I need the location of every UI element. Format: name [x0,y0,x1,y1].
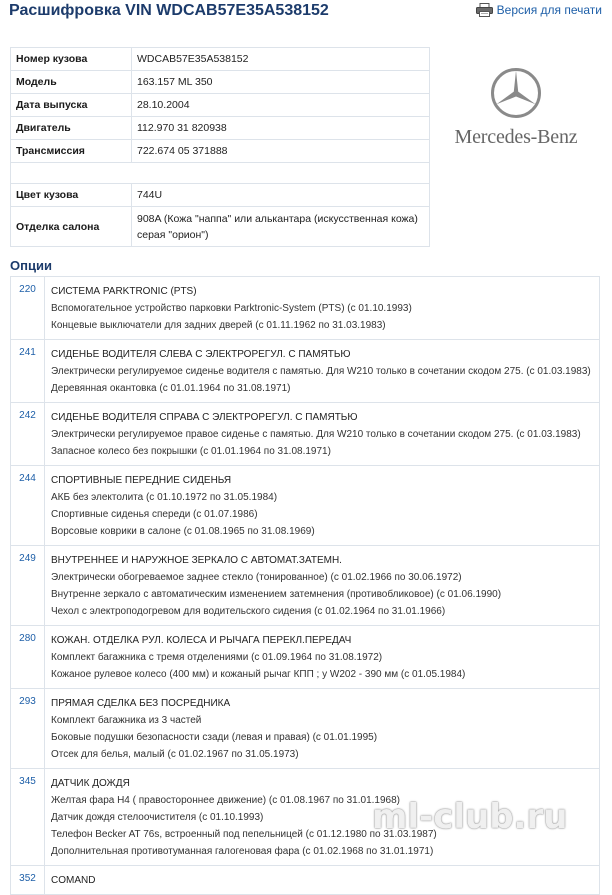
info-key: Цвет кузова [11,184,132,207]
vehicle-info-table [10,47,430,247]
option-description [45,626,600,689]
option-row [11,689,600,769]
info-row [11,94,430,117]
page-title: Расшифровка VIN WDCAB57E35A538152 [9,2,329,19]
option-title: КОЖАН. ОТДЕЛКА РУЛ. КОЛЕСА И РЫЧАГА ПЕРЕКЛ.ПЕРЕДАЧ [51,635,352,646]
option-title: COMAND [51,875,96,886]
info-key: Модель [11,71,132,94]
option-row [11,866,600,895]
option-row [11,466,600,546]
option-detail-line: Электрически регулируемое правое сиденье с памятью. Для W210 только в сочетании скодом 275. (с 01.03.1983) [51,429,581,440]
option-detail-line: Кожаное рулевое колесо (400 мм) и кожаный рычаг КПП ; у W202 - 390 мм (с 01.05.1984) [51,669,466,680]
option-code-link[interactable]: 242 [11,403,45,466]
option-description [45,277,600,340]
info-value: WDCAB57E35A538152 [132,48,430,71]
info-row [11,71,430,94]
info-value: 112.970 31 820938 [132,117,430,140]
option-detail-line: Концевые выключатели для задних дверей (с 01.11.1962 по 31.03.1983) [51,320,386,331]
option-detail-line: Отсек для белья, малый (с 01.02.1967 по 31.05.1973) [51,749,299,760]
option-row [11,546,600,626]
option-detail-line: Вспомогательное устройство парковки Parktronic-System (PTS) (с 01.10.1993) [51,303,412,314]
info-key: Дата выпуска [11,94,132,117]
info-row [11,117,430,140]
option-description [45,689,600,769]
option-title: ВНУТРЕННЕЕ И НАРУЖНОЕ ЗЕРКАЛО С АВТОМАТ.ЗАТЕМН. [51,555,342,566]
option-row [11,277,600,340]
option-code-link[interactable]: 220 [11,277,45,340]
option-row [11,626,600,689]
site-watermark: ml-club.ru [372,797,568,837]
option-row [11,340,600,403]
option-code-link[interactable]: 244 [11,466,45,546]
option-description [45,403,600,466]
option-detail-line: Электрически регулируемое сиденье водителя с памятью. Для W210 только в сочетании скодом 275. (с 01.03.1983) [51,366,591,377]
mercedes-benz-logo [440,67,592,149]
option-title: СИСТЕМА PARKTRONIC (PTS) [51,286,197,297]
brand-name: Mercedes-Benz [454,126,578,148]
option-detail-line: Комплект багажника с тремя отделениями (с 01.09.1964 по 31.08.1972) [51,652,383,663]
info-row [11,48,430,71]
option-title: СИДЕНЬЕ ВОДИТЕЛЯ СПРАВА С ЭЛЕКТРОРЕГУЛ. С ПАМЯТЬЮ [51,412,358,423]
info-value: 163.157 ML 350 [132,71,430,94]
print-version-label[interactable]: Версия для печати [496,3,602,17]
option-code-link[interactable]: 293 [11,689,45,769]
option-title: ПРЯМАЯ СДЕЛКА БЕЗ ПОСРЕДНИКА [51,698,231,709]
printer-icon [476,3,493,17]
option-code-link[interactable]: 345 [11,769,45,866]
option-row [11,403,600,466]
option-detail-line: Запасное колесо без покрышки (с 01.01.1964 по 31.08.1971) [51,446,331,457]
info-value: 744U [132,184,430,207]
option-title: ДАТЧИК ДОЖДЯ [51,778,130,789]
info-row [11,140,430,163]
option-title: СИДЕНЬЕ ВОДИТЕЛЯ СЛЕВА С ЭЛЕКТРОРЕГУЛ. С ПАМЯТЬЮ [51,349,351,360]
option-detail-line: Ворсовые коврики в салоне (с 01.08.1965 по 31.08.1969) [51,526,315,537]
option-detail-line: Спортивные сиденья спереди (с 01.07.1986) [51,509,258,520]
option-description [45,340,600,403]
option-detail-line: Желтая фара H4 ( правостороннее движение) (с 01.08.1967 по 31.01.1968) [51,795,400,806]
mercedes-star-icon [490,67,542,119]
option-code-link[interactable]: 249 [11,546,45,626]
option-detail-line: Телефон Becker AT 76s, встроенный под пепельницей (с 01.12.1980 по 31.03.1987) [51,829,437,840]
option-description [45,466,600,546]
option-detail-line: Электрически обогреваемое заднее стекло (тонированное) (с 01.02.1966 по 30.06.1972) [51,572,462,583]
option-code-link[interactable]: 241 [11,340,45,403]
option-code-link[interactable]: 352 [11,866,45,895]
info-key: Номер кузова [11,48,132,71]
option-detail-line: Внутренне зеркало с автоматическим изменением затемнения (противобликовое) (с 01.06.1990) [51,589,502,600]
option-title: СПОРТИВНЫЕ ПЕРЕДНИЕ СИДЕНЬЯ [51,475,232,486]
info-value: 722.674 05 371888 [132,140,430,163]
option-detail-line: Дополнительная противотуманная галогеновая фара (с 01.02.1968 по 31.01.1971) [51,846,434,857]
options-heading: Опции [10,258,52,273]
info-key: Двигатель [11,117,132,140]
info-key: Трансмиссия [11,140,132,163]
option-detail-line: Чехол с электроподогревом для водительского сидения (с 01.02.1964 по 31.01.1966) [51,606,446,617]
info-row [11,184,430,207]
option-detail-line: Боковые подушки безопасности сзади (левая и правая) (с 01.01.1995) [51,732,378,743]
option-detail-line: АКБ без электолита (с 01.10.1972 по 31.05.1984) [51,492,278,503]
option-detail-line: Деревянная окантовка (с 01.01.1964 по 31.08.1971) [51,383,291,394]
option-detail-line: Датчик дождя стелоочистителя (с 01.10.1993) [51,812,264,823]
info-spacer-row [11,163,430,184]
option-code-link[interactable]: 280 [11,626,45,689]
info-value: 908A (Кожа "наппа" или алькантара (искусственная кожа) серая "орион") [132,207,430,247]
info-row [11,207,430,247]
option-detail-line: Комплект багажника из 3 частей [51,715,202,726]
print-version-link[interactable] [476,3,602,17]
info-value: 28.10.2004 [132,94,430,117]
option-description [45,546,600,626]
info-key: Отделка салона [11,207,132,247]
option-description [45,866,600,895]
